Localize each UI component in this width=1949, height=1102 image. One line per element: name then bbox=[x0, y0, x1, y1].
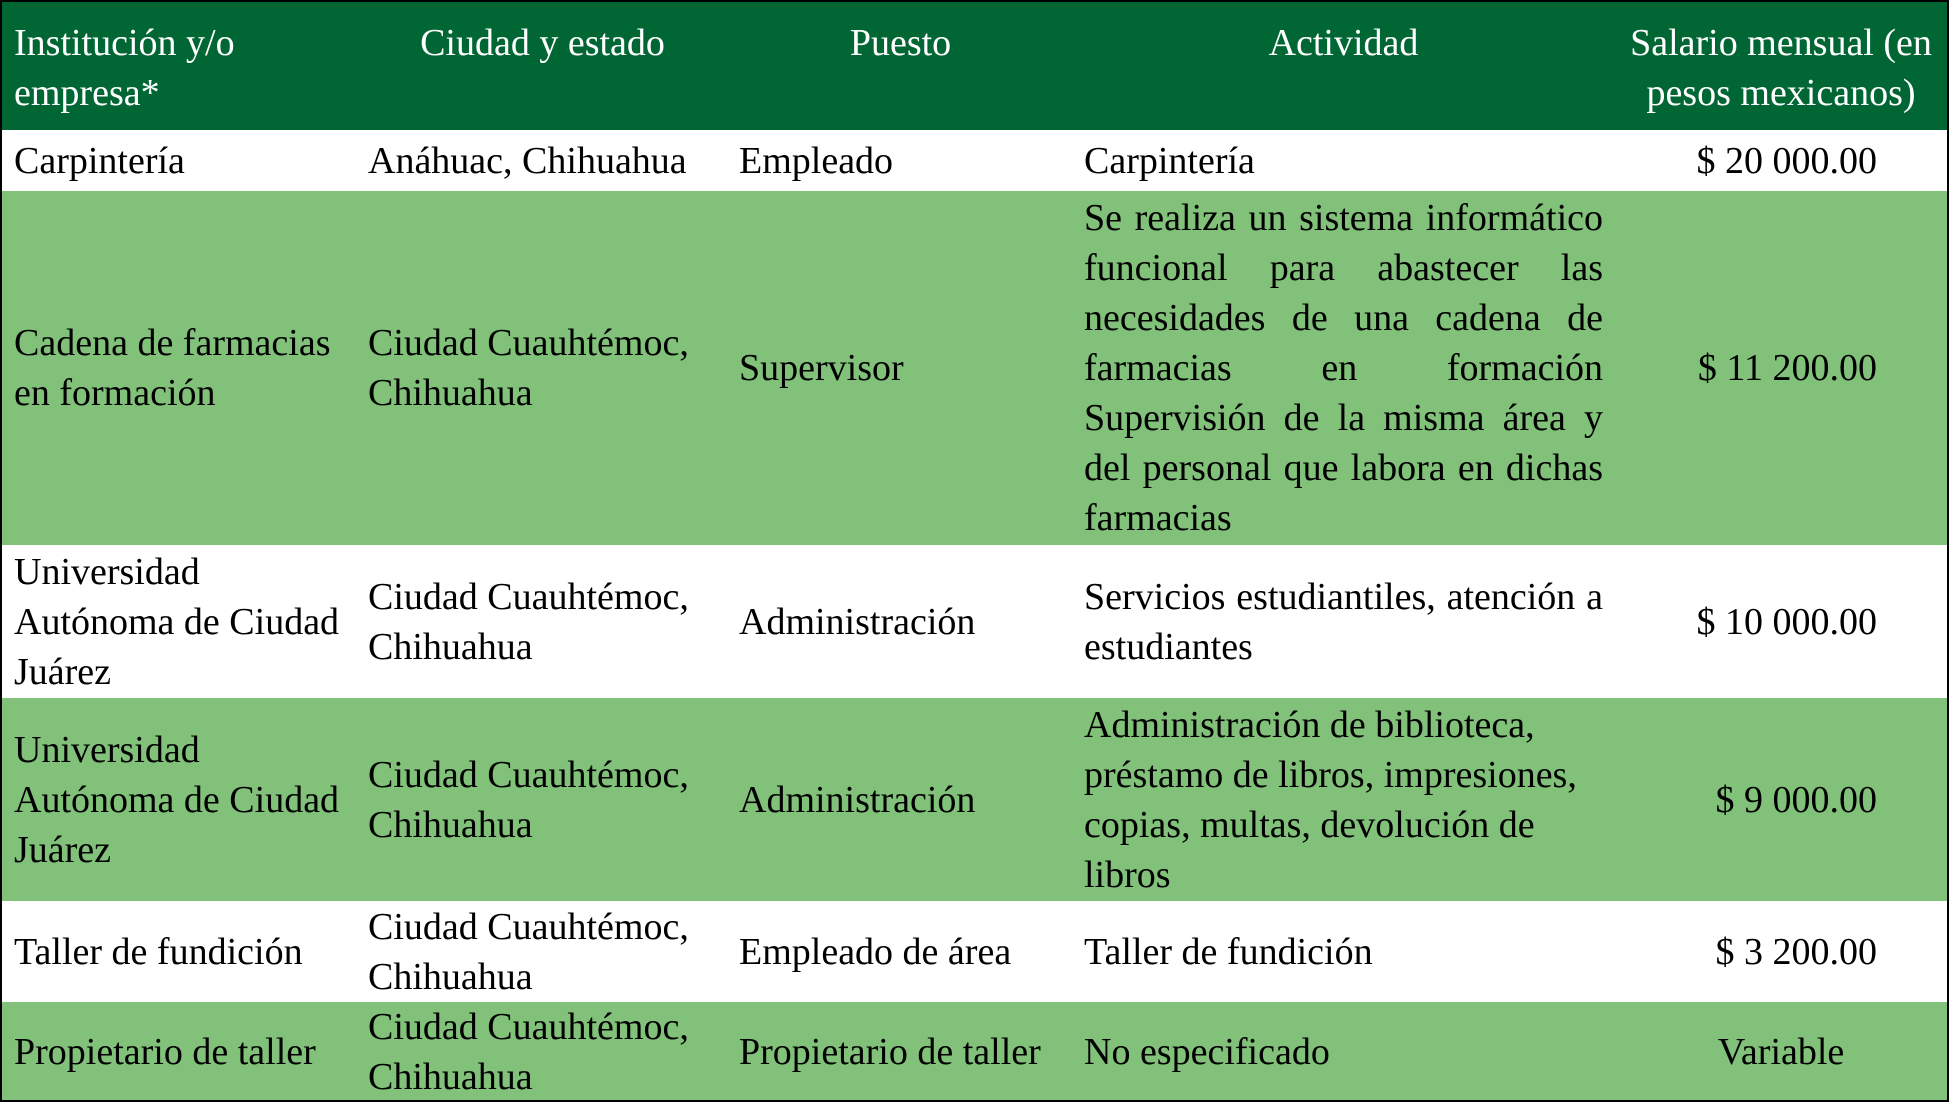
header-salario: Salario mensual (en pesos mexicanos) bbox=[1613, 2, 1947, 130]
table-body bbox=[2, 130, 1947, 1102]
cell-institucion: Taller de fundición bbox=[14, 930, 303, 973]
cell-ciudad: Ciudad Cuauhtémoc, Chihuahua bbox=[368, 753, 689, 846]
header-institucion: Institución y/o empresa* bbox=[2, 2, 356, 130]
cell-salario: Variable bbox=[1717, 1031, 1845, 1073]
cell-actividad: No especificado bbox=[1084, 1031, 1330, 1073]
cell-actividad: Servicios estudiantiles, atención a estudiantes bbox=[1084, 575, 1603, 668]
header-row bbox=[2, 2, 1947, 130]
cell-salario: $ 10 000.00 bbox=[1696, 600, 1877, 643]
cell-actividad: Taller de fundición bbox=[1084, 930, 1373, 973]
cell-puesto: Empleado de área bbox=[739, 930, 1012, 973]
cell-puesto: Supervisor bbox=[739, 347, 904, 389]
table-row bbox=[2, 1002, 1947, 1102]
cell-actividad: Se realiza un sistema informático funcional para abastecer las necesidades de una cadena de farmacias en formación Supervisión de la misma área y del personal que labora en dichas farmacias bbox=[1084, 197, 1603, 539]
cell-ciudad: Ciudad Cuauhtémoc, Chihuahua bbox=[368, 322, 689, 414]
table-row bbox=[2, 698, 1947, 901]
cell-puesto: Administración bbox=[739, 778, 976, 821]
cell-puesto: Propietario de taller bbox=[739, 1031, 1041, 1073]
table-row bbox=[2, 901, 1947, 1002]
table-row bbox=[2, 191, 1947, 545]
cell-ciudad: Ciudad Cuauhtémoc, Chihuahua bbox=[368, 575, 689, 668]
cell-institucion: Propietario de taller bbox=[14, 1031, 316, 1073]
table-row bbox=[2, 130, 1947, 191]
cell-ciudad: Ciudad Cuauhtémoc, Chihuahua bbox=[368, 1006, 689, 1098]
cell-institucion: Carpintería bbox=[14, 139, 185, 182]
cell-ciudad: Anáhuac, Chihuahua bbox=[368, 139, 687, 182]
cell-actividad: Carpintería bbox=[1084, 139, 1255, 182]
cell-institucion: Universidad Autónoma de Ciudad Juárez bbox=[14, 550, 340, 693]
cell-salario: $ 20 000.00 bbox=[1696, 139, 1877, 182]
cell-institucion: Cadena de farmacias en formación bbox=[14, 322, 331, 414]
cell-puesto: Administración bbox=[739, 600, 976, 643]
table-header bbox=[2, 2, 1947, 130]
cell-salario: $ 11 200.00 bbox=[1697, 347, 1877, 389]
cell-actividad: Administración de biblioteca, préstamo de libros, impresiones, copias, multas, devolución de libros bbox=[1084, 703, 1577, 896]
cell-ciudad: Ciudad Cuauhtémoc, Chihuahua bbox=[368, 905, 689, 998]
salary-table bbox=[2, 2, 1947, 1102]
cell-puesto: Empleado bbox=[739, 139, 894, 182]
cell-salario: $ 3 200.00 bbox=[1715, 930, 1877, 973]
table-row bbox=[2, 545, 1947, 698]
header-puesto: Puesto bbox=[727, 2, 1072, 130]
cell-salario: $ 9 000.00 bbox=[1715, 778, 1877, 821]
header-actividad: Actividad bbox=[1072, 2, 1613, 130]
header-ciudad: Ciudad y estado bbox=[356, 2, 727, 130]
cell-institucion: Universidad Autónoma de Ciudad Juárez bbox=[14, 728, 340, 871]
